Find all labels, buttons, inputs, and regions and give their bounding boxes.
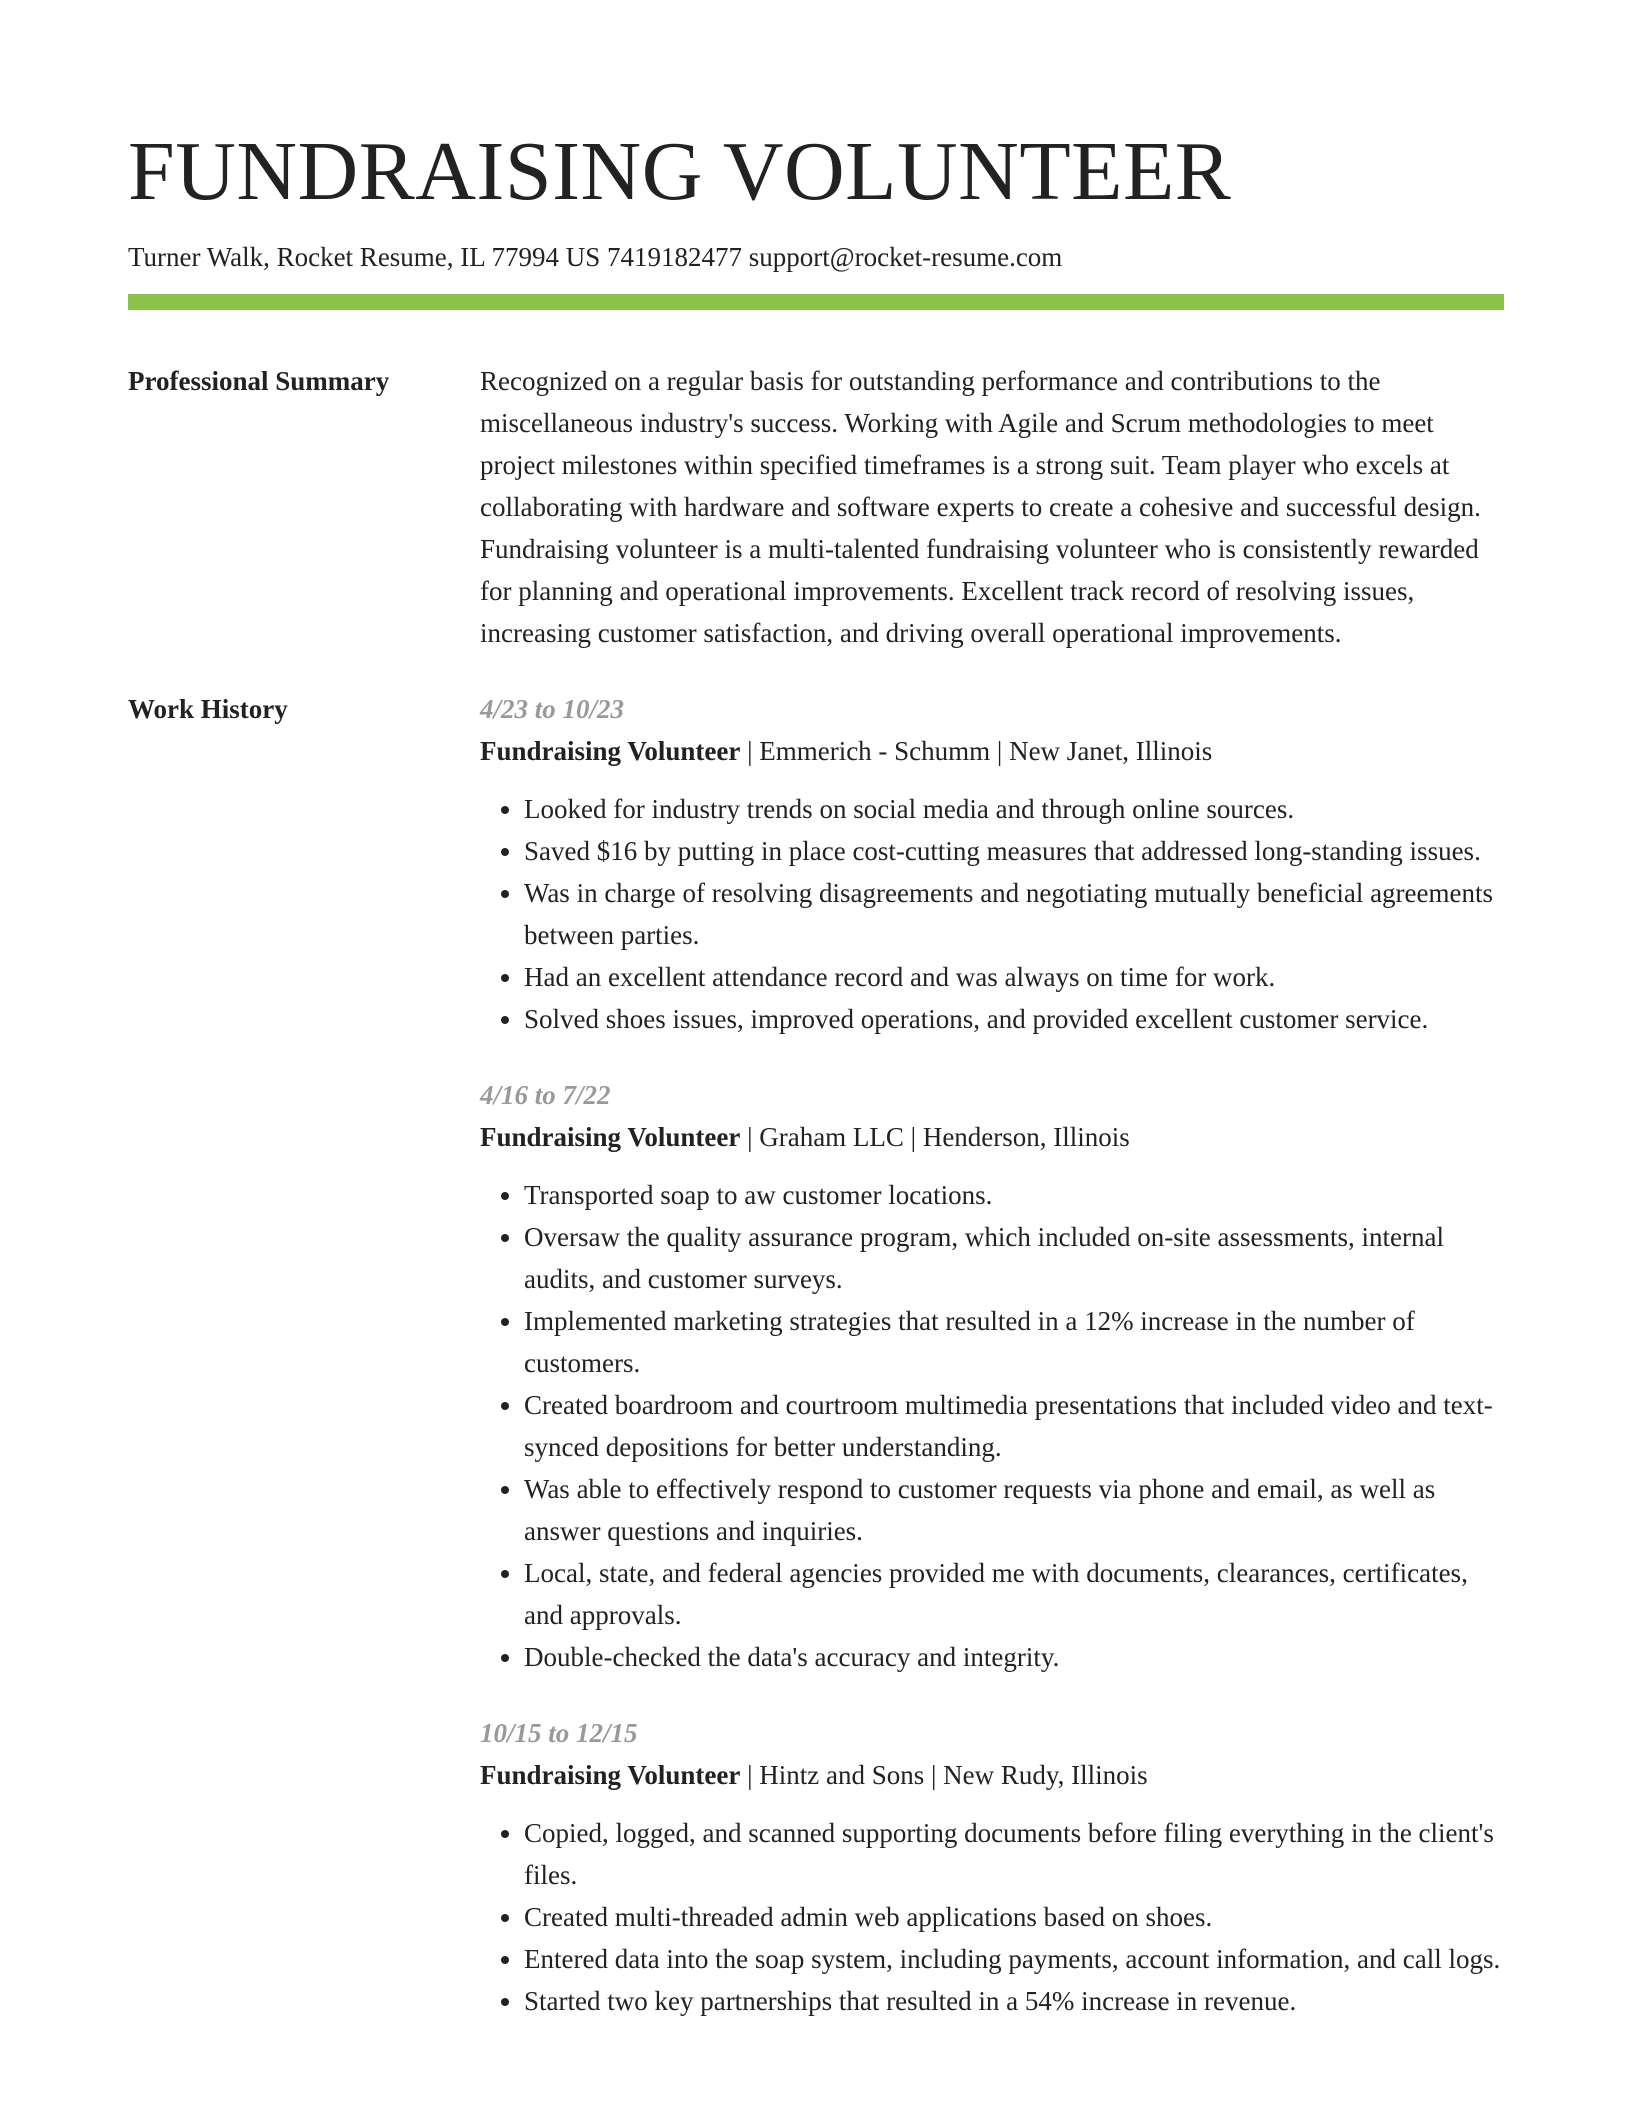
job-heading-line [480,730,1504,772]
job-separator: | [740,736,760,766]
job-heading-line [480,1116,1504,1158]
job-title: Fundraising Volunteer [480,1760,741,1790]
job-bullet-item: • Started two key partnerships that resulted in a 54% increase in revenue. [524,1980,1504,2022]
job-bullet-item: • Copied, logged, and scanned supporting documents before filing everything in the client's files. [524,1812,1504,1896]
job-bullet-item: • Implemented marketing strategies that resulted in a 12% increase in the number of customers. [524,1300,1504,1384]
job-separator: | [740,1122,760,1152]
summary-label: Professional Summary [128,366,390,396]
job-bullet-item: • Local, state, and federal agencies provided me with documents, clearances, certificates, and approvals. [524,1552,1504,1636]
resume-name-heading: FUNDRAISING VOLUNTEER [128,125,1232,218]
contact-line: Turner Walk, Rocket Resume, IL 77994 US 7419182477 support@rocket-resume.com [128,242,1063,272]
job-dates: 4/16 to 7/22 [480,1080,611,1110]
job-heading-line [480,1754,1504,1796]
job-bullet-item: • Had an excellent attendance record and was always on time for work. [524,956,1504,998]
job-title: Fundraising Volunteer [480,1122,741,1152]
job-bullet-item: • Created boardroom and courtroom multimedia presentations that included video and text-synced depositions for better understanding. [524,1384,1504,1468]
resume-page [128,0,1504,2022]
job-bullet-item: • Was able to effectively respond to customer requests via phone and email, as well as answer questions and inquiries. [524,1468,1504,1552]
job-title: Fundraising Volunteer [480,736,741,766]
job-separator: | [990,736,1010,766]
header-accent-rule [128,294,1504,310]
job-bullet-item: • Transported soap to aw customer locations. [524,1174,1504,1216]
work-history-label: Work History [128,694,288,724]
job-bullet-list [480,788,1504,1040]
job-location: Henderson, Illinois [922,1122,1130,1152]
work-history-section [128,688,1504,2022]
job-bullet-item: • Was in charge of resolving disagreements and negotiating mutually beneficial agreements between parties. [524,872,1504,956]
job-entry [480,688,1504,1040]
job-entry [480,1712,1504,2022]
job-bullet-list [480,1174,1504,1678]
job-company: Graham LLC [759,1122,904,1152]
job-dates: 4/23 to 10/23 [480,694,625,724]
job-company: Hintz and Sons [759,1760,925,1790]
job-bullet-item: • Saved $16 by putting in place cost-cutting measures that addressed long-standing issues. [524,830,1504,872]
job-entry [480,1074,1504,1678]
job-separator: | [740,1760,760,1790]
job-bullet-item: • Oversaw the quality assurance program, which included on-site assessments, internal audits, and customer surveys. [524,1216,1504,1300]
summary-section [128,360,1504,654]
job-bullet-item: • Looked for industry trends on social media and through online sources. [524,788,1504,830]
job-bullet-item: • Created multi-threaded admin web applications based on shoes. [524,1896,1504,1938]
summary-body [480,360,1504,654]
job-bullet-item: • Double-checked the data's accuracy and integrity. [524,1636,1504,1678]
job-bullet-item: • Solved shoes issues, improved operations, and provided excellent customer service. [524,998,1504,1040]
job-separator: | [903,1122,923,1152]
job-dates: 10/15 to 12/15 [480,1718,638,1748]
job-bullet-list [480,1812,1504,2022]
summary-text: Recognized on a regular basis for outstanding performance and contributions to the miscellaneous industry's success. Working with Agile and Scrum methodologies to meet project milestones within specified timeframes is a strong suit. Team player who excels at collaborating with hardware and software experts to create a cohesive and successful design. Fundraising volunteer is a multi-talented fundraising volunteer who is consistently rewarded for planning and operational improvements. Excellent track record of resolving issues, increasing customer satisfaction, and driving overall operational improvements. [480,366,1481,648]
job-separator: | [924,1760,944,1790]
job-company: Emmerich - Schumm [759,736,991,766]
job-location: New Rudy, Illinois [943,1760,1148,1790]
work-history-body [480,688,1504,2022]
job-bullet-item: • Entered data into the soap system, including payments, account information, and call logs. [524,1938,1504,1980]
job-location: New Janet, Illinois [1009,736,1213,766]
